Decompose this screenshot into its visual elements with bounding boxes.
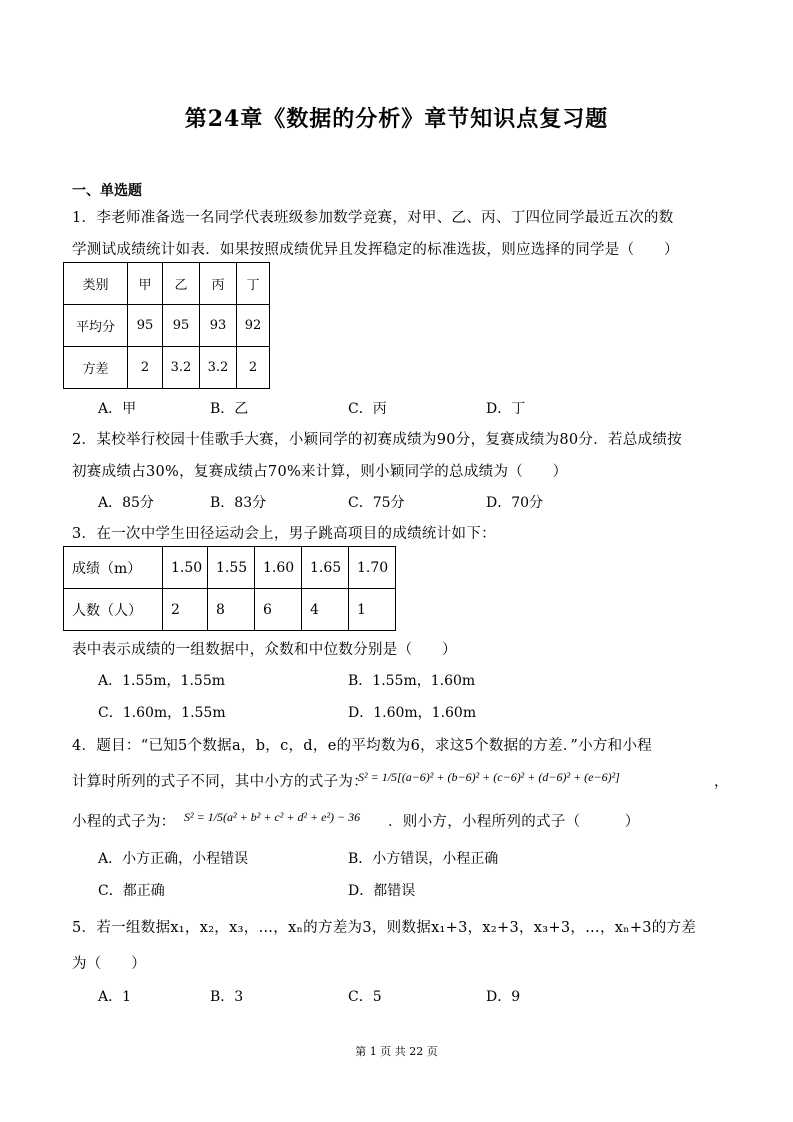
q3-cell: 8 — [208, 589, 255, 631]
page-footer: 第 1 页 共 22 页 — [355, 1045, 438, 1058]
q3-header-cell: 1.70 — [349, 547, 396, 589]
q1-cell: 3.2 — [200, 347, 237, 389]
q4-option-c: C．都正确 — [98, 883, 165, 899]
q3-cell: 2 — [163, 589, 208, 631]
q1-table — [63, 262, 270, 389]
q5-text-line2: 为（ ） — [72, 956, 146, 972]
q3-text-line2: 表中表示成绩的一组数据中，众数和中位数分别是（ ） — [72, 642, 457, 658]
q1-cell: 95 — [163, 305, 200, 347]
table-row — [64, 263, 270, 305]
q1-cell: 92 — [237, 305, 270, 347]
q3-option-c: C．1.60m，1.55m — [98, 705, 226, 721]
q1-cell: 方差 — [64, 347, 128, 389]
q5-option-b: B．3 — [210, 989, 244, 1005]
q4-text-line2: 计算时所列的式子不同，其中小方的式子为： — [72, 774, 368, 790]
q3-cell: 4 — [302, 589, 349, 631]
q1-header-cell: 丁 — [237, 263, 270, 305]
q3-table — [63, 546, 396, 631]
q1-option-d: D．丁 — [486, 401, 526, 417]
q5-text-line1: 5．若一组数据x₁，x₂，x₃，…，xₙ的方差为3，则数据x₁+3，x₂+3，x₃+3，…，xₙ+3的方差 — [72, 920, 697, 936]
q1-cell: 2 — [237, 347, 270, 389]
q2-option-b: B．83分 — [210, 495, 267, 511]
q3-header-cell: 1.60 — [255, 547, 302, 589]
q3-header-cell: 成绩（m） — [64, 547, 163, 589]
q1-option-a: A．甲 — [98, 401, 137, 417]
q5-option-c: C．5 — [348, 989, 382, 1005]
q4-option-d: D．都错误 — [348, 883, 416, 899]
q5-option-d: D．9 — [486, 989, 521, 1005]
q5-option-a: A．1 — [98, 989, 132, 1005]
table-row — [64, 547, 396, 589]
table-row — [64, 347, 270, 389]
page-title: 第24章《数据的分析》章节知识点复习题 — [184, 106, 609, 132]
q3-option-d: D．1.60m，1.60m — [348, 705, 477, 721]
q3-header-cell: 1.55 — [208, 547, 255, 589]
q4-text-line3: 小程的式子为： — [72, 814, 176, 830]
section-heading: 一、单选题 — [72, 183, 142, 199]
q3-header-cell: 1.65 — [302, 547, 349, 589]
q1-cell: 93 — [200, 305, 237, 347]
q4-text-line2-end: ， — [714, 774, 729, 790]
q3-option-b: B．1.55m，1.60m — [348, 673, 476, 689]
q1-header-cell: 甲 — [128, 263, 163, 305]
q1-header-cell: 类别 — [64, 263, 128, 305]
q4-option-a: A．小方正确，小程错误 — [98, 851, 249, 867]
table-row — [64, 589, 396, 631]
q2-text-line1: 2．某校举行校园十佳歌手大赛，小颖同学的初赛成绩为90分，复赛成绩为80分．若总成绩按 — [72, 432, 683, 448]
q3-cell: 人数（人） — [64, 589, 163, 631]
q1-cell: 95 — [128, 305, 163, 347]
q2-option-a: A．85分 — [98, 495, 154, 511]
q4-formula-xiaofang: S² = 1/5[(a−6)² + (b−6)² + (c−6)² + (d−6)² + (e−6)²] — [358, 770, 620, 784]
q2-option-c: C．75分 — [348, 495, 405, 511]
q3-text-line1: 3．在一次中学生田径运动会上，男子跳高项目的成绩统计如下： — [72, 526, 496, 542]
q1-option-c: C．丙 — [348, 401, 387, 417]
q3-option-a: A．1.55m，1.55m — [98, 673, 226, 689]
q1-header-cell: 乙 — [163, 263, 200, 305]
q3-cell: 1 — [349, 589, 396, 631]
q1-cell: 3.2 — [163, 347, 200, 389]
q2-text-line2: 初赛成绩占30%，复赛成绩占70%来计算，则小颖同学的总成绩为（ ） — [72, 464, 568, 480]
q1-cell: 平均分 — [64, 305, 128, 347]
q1-text-line2: 学测试成绩统计如表．如果按照成绩优异且发挥稳定的标准选拔，则应选择的同学是（ ） — [72, 242, 679, 258]
q2-option-d: D．70分 — [486, 495, 544, 511]
q1-text-line1: 1．李老师准备选一名同学代表班级参加数学竞赛，对甲、乙、丙、丁四位同学最近五次的数 — [72, 210, 674, 226]
q1-cell: 2 — [128, 347, 163, 389]
q1-header-cell: 丙 — [200, 263, 237, 305]
q3-header-cell: 1.50 — [163, 547, 208, 589]
q3-cell: 6 — [255, 589, 302, 631]
q4-formula-xiaocheng: S² = 1/5(a² + b² + c² + d² + e²) − 36 — [184, 810, 361, 824]
q4-option-b: B．小方错误，小程正确 — [348, 851, 499, 867]
q4-text-line1: 4．题目：“已知5个数据a，b，c，d，e的平均数为6，求这5个数据的方差．”小方和小程 — [72, 738, 653, 754]
table-row — [64, 305, 270, 347]
q1-option-b: B．乙 — [210, 401, 249, 417]
q4-text-line3-end: ．则小方，小程所列的式子（ ） — [388, 814, 640, 830]
